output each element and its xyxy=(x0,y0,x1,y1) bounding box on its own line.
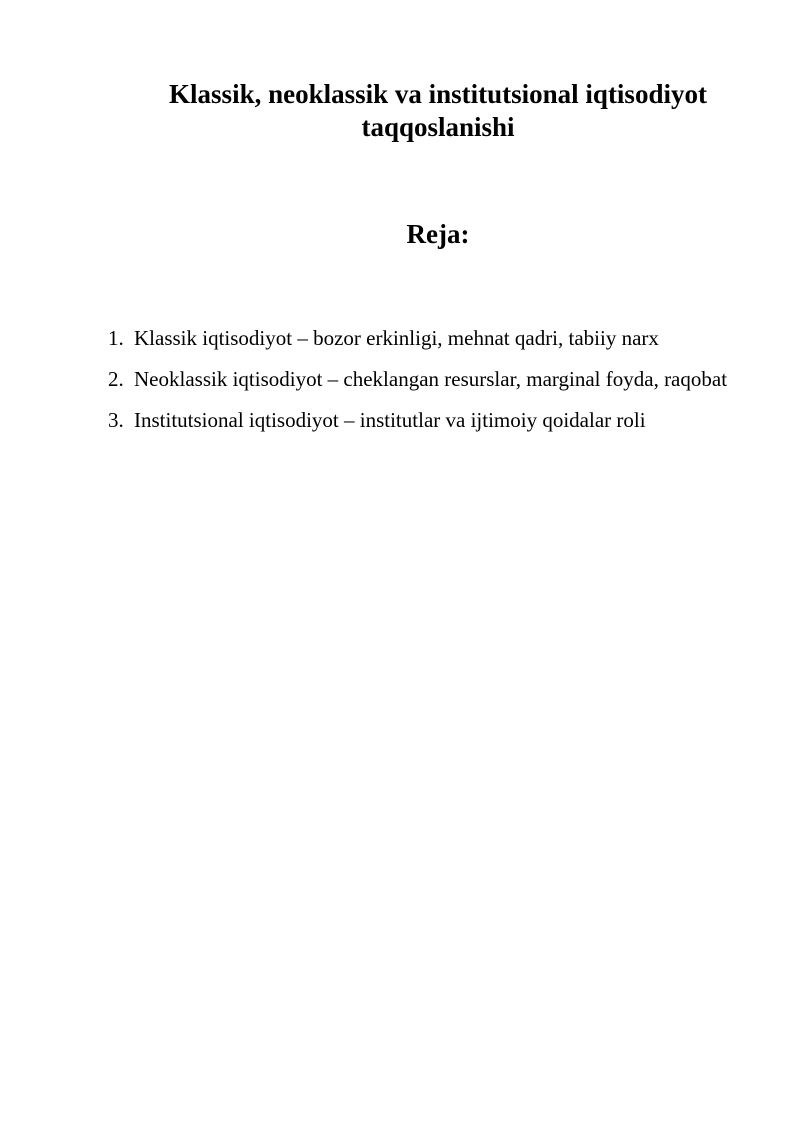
plan-item-text: Institutsional iqtisodiyot – institutlar va ijtimoiy qoidalar roli xyxy=(134,408,646,432)
plan-item-3 xyxy=(108,400,758,441)
plan-item-2 xyxy=(108,359,758,400)
plan-item-text: Klassik iqtisodiyot – bozor erkinligi, mehnat qadri, tabiiy narx xyxy=(134,326,659,350)
plan-item-1 xyxy=(108,318,758,359)
plan-item-number: 3. xyxy=(108,408,124,432)
plan-list xyxy=(108,318,758,441)
document-title: Klassik, neoklassik va institutsional iqtisodiyot taqqoslanishi xyxy=(169,79,707,142)
plan-heading: Reja: xyxy=(406,219,470,249)
plan-item-number: 1. xyxy=(108,326,124,350)
plan-item-text: Neoklassik iqtisodiyot – cheklangan resurslar, marginal foyda, raqobat xyxy=(134,367,728,391)
plan-item-number: 2. xyxy=(108,367,124,391)
